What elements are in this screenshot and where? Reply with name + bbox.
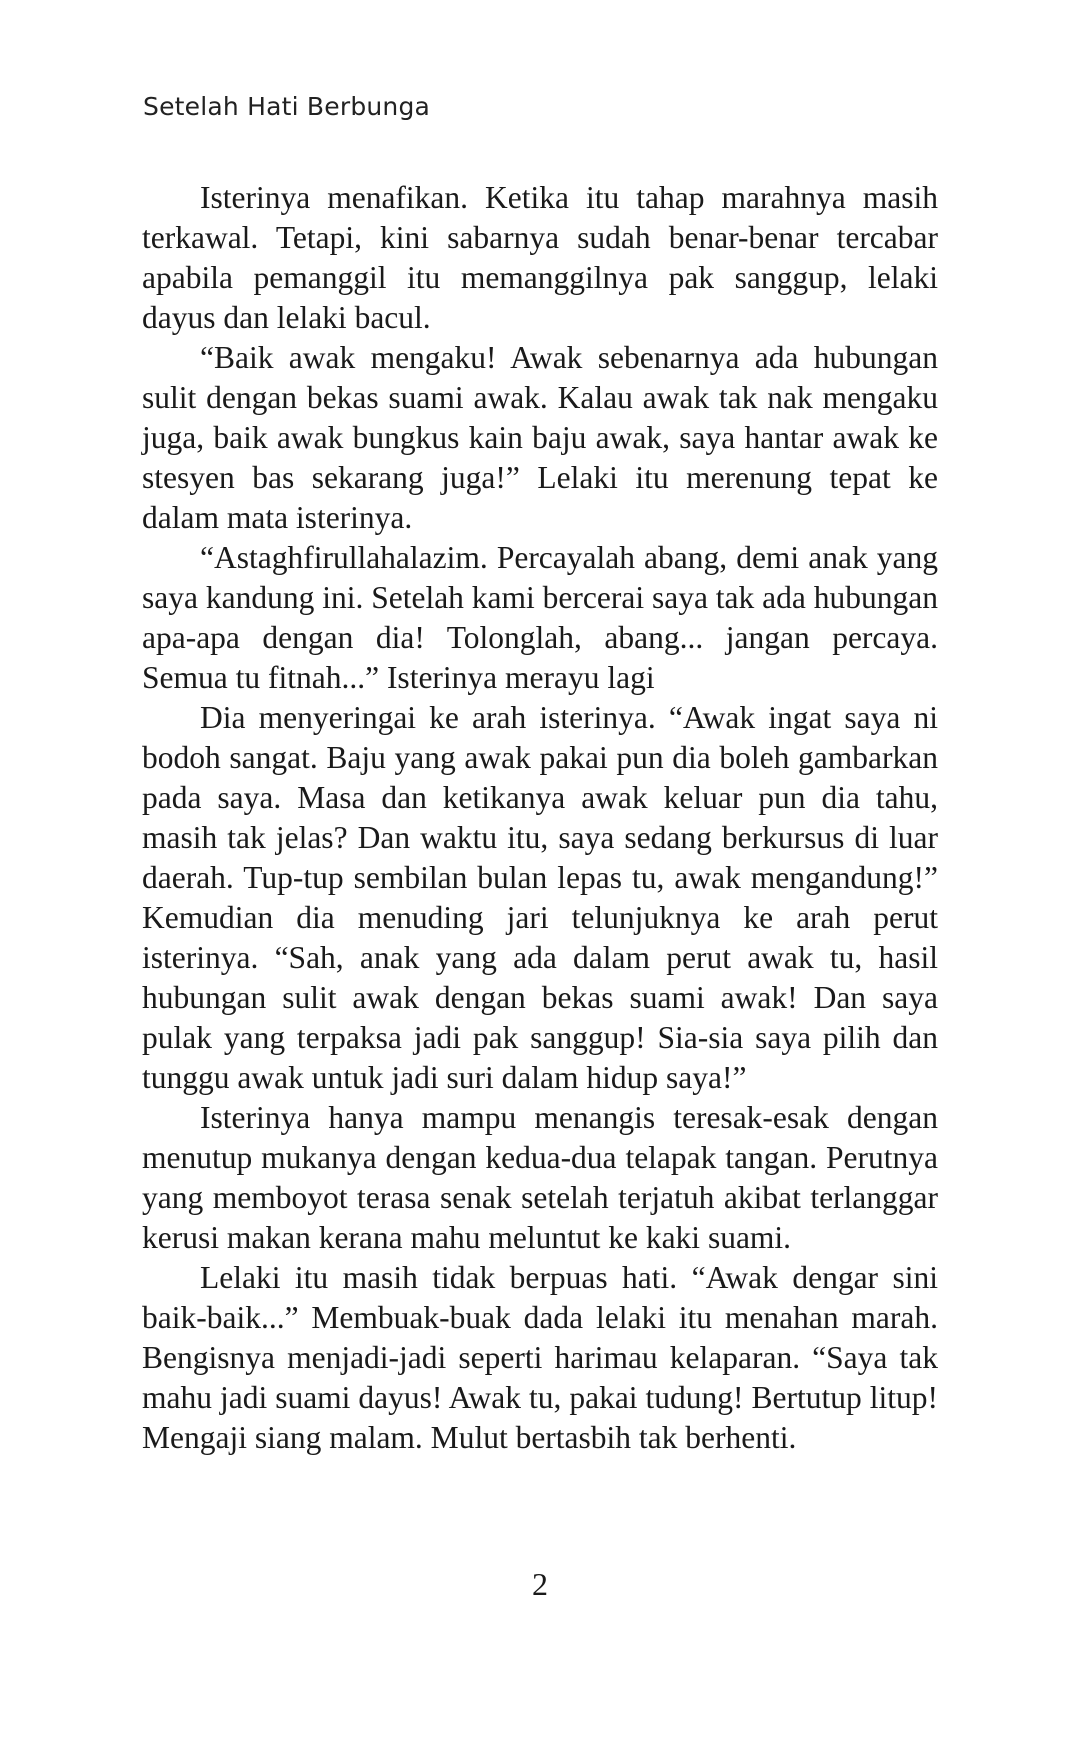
running-header-title: Setelah Hati Berbunga bbox=[143, 92, 431, 121]
paragraph: Lelaki itu masih tidak berpuas hati. “Awak dengar sini baik-baik...” Membuak-buak dada lelaki itu menahan marah. Bengisnya menjadi-jadi seperti harimau kelaparan. “Saya tak mahu jadi suami dayus! Awak tu, pakai tudung! Bertutup litup! Mengaji siang malam. Mulut bertasbih tak berhenti. bbox=[142, 1260, 938, 1455]
paragraph: “Baik awak mengaku! Awak sebenarnya ada hubungan sulit dengan bekas suami awak. Kalau awak tak nak mengaku juga, baik awak bungkus kain baju awak, saya hantar awak ke stesyen bas sekarang juga!” Lelaki itu merenung tepat ke dalam mata isterinya. bbox=[142, 340, 938, 535]
body-text bbox=[142, 178, 938, 1458]
paragraph: Dia menyeringai ke arah isterinya. “Awak ingat saya ni bodoh sangat. Baju yang awak pakai pun dia boleh gambarkan pada saya. Masa dan ketikanya awak keluar pun dia tahu, masih tak jelas? Dan waktu itu, saya sedang berkursus di luar daerah. Tup-tup sembilan bulan lepas tu, awak mengandung!” Kemudian dia menuding jari telunjuknya ke arah perut isterinya. “Sah, anak yang ada dalam perut awak tu, hasil hubungan sulit awak dengan bekas suami awak! Dan saya pulak yang terpaksa jadi pak sanggup! Sia-sia saya pilih dan tunggu awak untuk jadi suri dalam hidup saya!” bbox=[142, 700, 938, 1095]
paragraph: Isterinya hanya mampu menangis teresak-esak dengan menutup mukanya dengan kedua-dua telapak tangan. Perutnya yang memboyot terasa senak setelah terjatuh akibat terlanggar kerusi makan kerana mahu meluntut ke kaki suami. bbox=[142, 1100, 938, 1255]
paragraph: “Astaghfirullahalazim. Percayalah abang, demi anak yang saya kandung ini. Setelah kami bercerai saya tak ada hubungan apa-apa dengan dia! Tolonglah, abang... jangan percaya. Semua tu fitnah...” Isterinya merayu lagi bbox=[142, 540, 938, 695]
page-number: 2 bbox=[532, 1566, 548, 1602]
paragraph: Isterinya menafikan. Ketika itu tahap marahnya masih terkawal. Tetapi, kini sabarnya sudah benar-benar tercabar apabila pemanggil itu memanggilnya pak sanggup, lelaki dayus dan lelaki bacul. bbox=[142, 180, 938, 335]
